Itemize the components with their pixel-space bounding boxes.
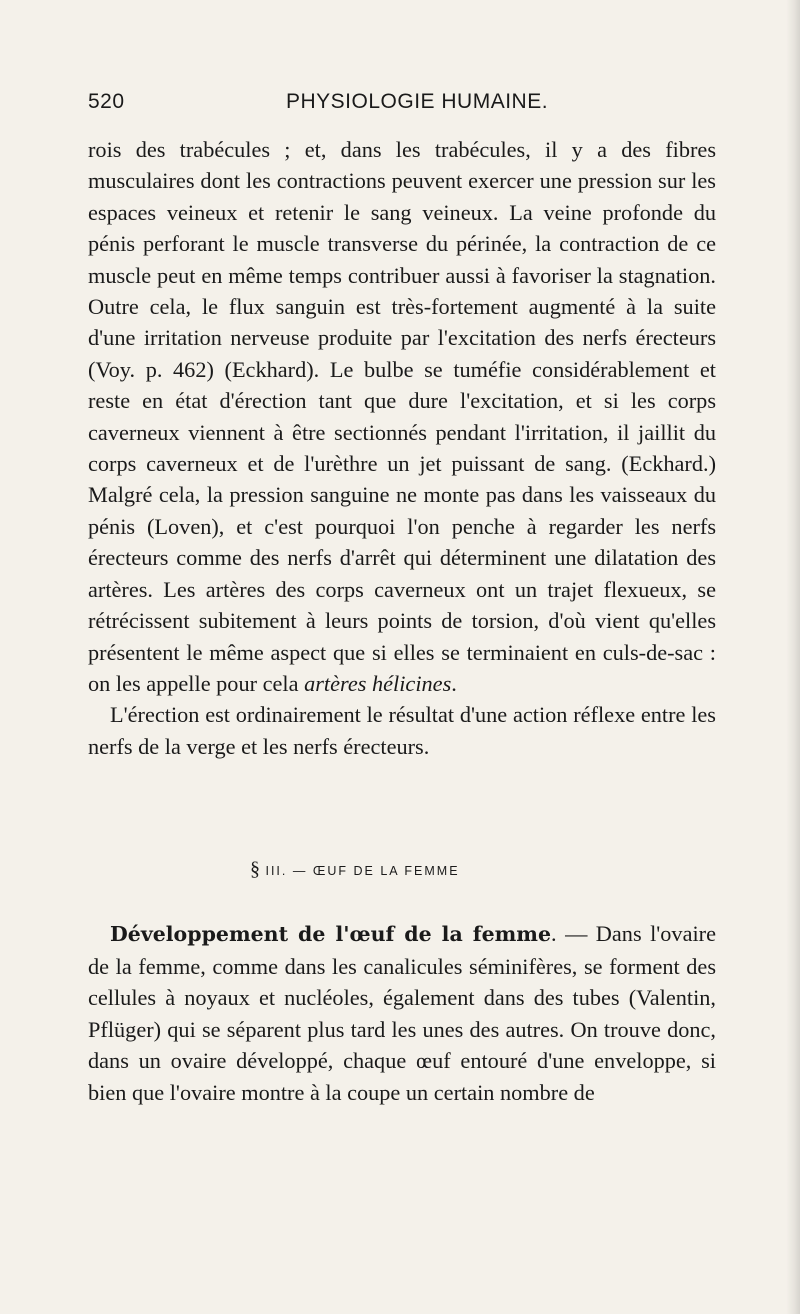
- run-in-heading: Développement de l'œuf de la femme: [110, 922, 552, 946]
- paragraph-end: .: [451, 670, 457, 696]
- running-title: PHYSIOLOGIE HUMAINE.: [286, 90, 549, 113]
- italic-term: artères hélicines: [304, 670, 452, 696]
- running-head: [88, 90, 720, 124]
- section-dash: —: [292, 864, 308, 878]
- section-sign: §: [250, 858, 260, 880]
- body-text: [88, 134, 716, 762]
- section-text: [88, 918, 716, 1109]
- section-number: III.: [265, 864, 288, 878]
- paragraph-ovum-text: . — Dans l'ovaire de la femme, comme dans les canalicules séminifères, se forment des cellules à noyaux et nucléoles, également dans des tubes (Valentin, Pflüger) qui se séparent plus tard les unes des autres. On trouve donc, dans un ovaire développé, chaque œuf entouré d'une enveloppe, si bien que l'ovaire montre à la coupe un certain nombre de: [88, 921, 716, 1105]
- paragraph-text: rois des trabécules ; et, dans les trabécules, il y a des fibres musculaires dont les contractions peuvent exercer une pression sur les espaces veineux et retenir le sang veineux. La veine profonde du pénis perforant le muscle transverse du périnée, la contraction de ce muscle peut en même temps contribuer aussi à favoriser la stagnation. Outre cela, le flux sanguin est très-fortement augmenté à la suite d'une irritation nerveuse produite par l'excitation des nerfs érecteurs (Voy. p. 462) (Eckhard). Le bulbe se tuméfie considérablement et reste en état d'érection tant que dure l'excitation, et si les corps caverneux viennent à être sectionnés pendant l'irritation, il jaillit du corps caverneux et de l'urèthre un jet puissant de sang. (Eckhard.) Malgré cela, la pression sanguine ne monte pas dans les vaisseaux du pénis (Loven), et c'est pourquoi l'on penche à regarder les nerfs érecteurs comme des nerfs d'arrêt qui déterminent une dilatation des artères. Les artères des corps caverneux ont un trajet flexueux, se rétrécissent subitement à leurs points de torsion, d'où vient qu'elles présentent le même aspect que si elles se terminaient en culs-de-sac : on les appelle pour cela: [88, 137, 716, 696]
- paragraph-ovum: [88, 918, 716, 1109]
- section-title: ŒUF DE LA FEMME: [312, 864, 460, 878]
- paragraph-erection: L'érection est ordinairement le résultat d'une action réflexe entre les nerfs de la verge et les nerfs érecteurs.: [88, 702, 716, 759]
- paragraph-continued: [88, 134, 716, 699]
- section-heading: [250, 858, 460, 881]
- page-edge-shadow: [786, 0, 800, 1314]
- page-number: 520: [88, 90, 125, 113]
